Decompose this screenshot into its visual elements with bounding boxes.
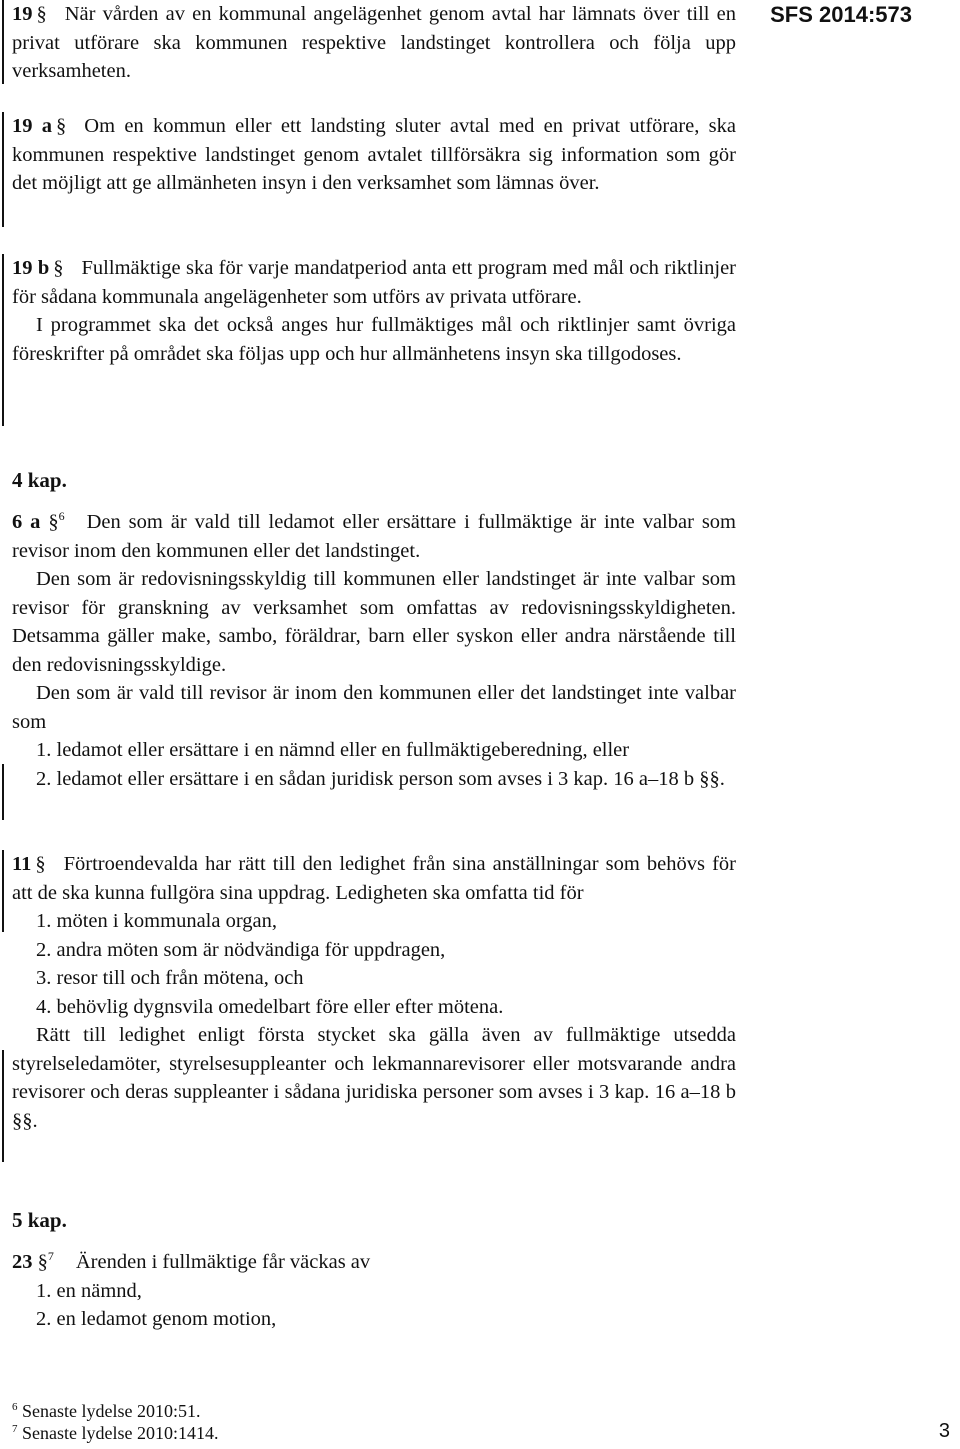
footnote-mark: 6 — [12, 1401, 18, 1413]
section-paragraph: Den som är vald till revisor är inom den kommunen eller det landstinget inte valbar som — [12, 682, 736, 733]
change-bar — [2, 850, 4, 932]
section-text: Förtroendevalda har rätt till den ledighet från sina anställningar som behövs för att de ska kunna fullgöra sina uppdrag. Ledigheten ska omfatta tid för — [12, 853, 736, 904]
section-paragraph: Rätt till ledighet enligt första stycket ska gälla även av fullmäktige utsedda styrelseledamöter, styrelsesuppleanter och lekmannarevisorer eller motsvarande andra revisorer och deras suppleanter i sådana juridiska personer som avses i 3 kap. 16 a–18 b §§. — [12, 1024, 736, 1132]
section-text: När vården av en kommunal angelägenhet genom avtal har lämnats över till en privat utförare ska kommunen respektive landstinget kontrollera och följa upp verksamheten. — [12, 3, 736, 82]
section-number: 19 — [12, 3, 33, 25]
section-number: 19 b — [12, 257, 50, 279]
change-bar — [2, 0, 4, 84]
section-6a — [12, 508, 736, 793]
section-sign: § — [56, 115, 67, 137]
section-number: 11 — [12, 853, 32, 875]
section-text: Den som är vald till ledamot eller ersättare i fullmäktige är inte valbar som revisor inom den kommunen eller det landstinget. — [12, 511, 737, 562]
section-text: Om en kommun eller ett landsting sluter avtal med en privat utförare, ska kommunen respektive landstinget genom avtalet tillförsäkra sig information som gör det möjligt att ge allmänheten insyn i den verksamhet som lämnas över. — [12, 115, 736, 194]
footnotes — [12, 1400, 218, 1444]
change-bar — [2, 254, 4, 426]
change-bar — [2, 112, 4, 227]
list-item: 2. ledamot eller ersättare i en sådan juridisk person som avses i 3 kap. 16 a–18 b §§. — [36, 767, 725, 790]
section-sign: § — [48, 511, 59, 533]
section-23 — [12, 1248, 736, 1334]
sfs-number: SFS 2014:573 — [770, 2, 912, 27]
change-bar — [2, 764, 4, 820]
list-item: 1. möten i kommunala organ, — [36, 910, 278, 932]
footnote — [12, 1400, 218, 1422]
footnote-text: Senaste lydelse 2010:1414. — [22, 1423, 219, 1443]
list-item: 1. ledamot eller ersättare i en nämnd eller en fullmäktigeberedning, eller — [36, 739, 630, 761]
footnote-ref: 7 — [47, 1249, 54, 1264]
section-19a — [12, 112, 736, 198]
change-bar — [2, 1050, 4, 1162]
section-paragraph: Den som är redovisningsskyldig till kommunen eller landstinget är inte valbar som revisor för granskning av verksamhet som omfattas av redovisningsskyldigheten. Detsamma gäller make, sambo, föräldrar, barn eller syskon eller andra närstående till den redovisningsskyldige. — [12, 568, 736, 676]
section-sign: § — [37, 1251, 48, 1273]
list-item: 2. en ledamot genom motion, — [36, 1308, 277, 1330]
section-paragraph: I programmet ska det också anges hur fullmäktiges mål och riktlinjer samt övriga föreskrifter på området ska följas upp och hur allmänhetens insyn ska tillgodoses. — [12, 314, 736, 365]
section-19b — [12, 254, 736, 368]
section-sign: § — [53, 257, 64, 279]
chapter-heading: 5 kap. — [12, 1208, 67, 1232]
list-item: 3. resor till och från mötena, och — [36, 967, 304, 989]
footnote-ref: 6 — [58, 509, 65, 524]
page-number: 3 — [938, 1420, 950, 1442]
list-item: 1. en nämnd, — [36, 1279, 142, 1302]
section-number: 23 — [12, 1251, 33, 1273]
section-11 — [12, 850, 736, 1135]
section-text: Fullmäktige ska för varje mandatperiod anta ett program med mål och riktlinjer för sådana kommunala angelägenheter som utförs av privata utförare. — [12, 257, 737, 308]
section-text: Ärenden i fullmäktige får väckas av — [75, 1251, 371, 1273]
footnote-mark: 7 — [12, 1423, 18, 1435]
list-item: 4. behövlig dygnsvila omedelbart före eller efter mötena. — [36, 995, 504, 1018]
list-item: 2. andra möten som är nödvändiga för uppdragen, — [36, 938, 446, 961]
chapter-heading: 4 kap. — [12, 468, 67, 492]
section-19 — [12, 0, 736, 86]
footnote-text: Senaste lydelse 2010:51. — [22, 1401, 201, 1421]
section-sign: § — [36, 3, 47, 25]
section-number: 6 a — [12, 511, 41, 533]
section-sign: § — [35, 853, 46, 875]
footnote — [12, 1422, 218, 1444]
section-number: 19 a — [12, 115, 53, 137]
